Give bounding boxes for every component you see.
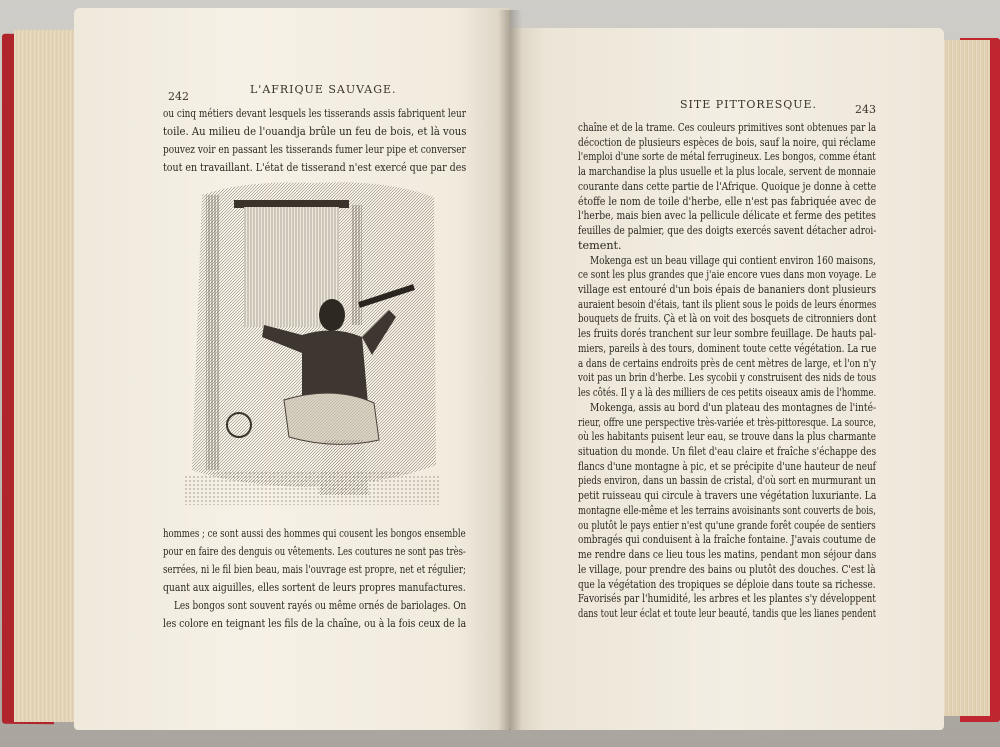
text-line: quant aux aiguilles, elles sortent de leurs propres manufactures. [163,581,466,594]
left-running-head: L'AFRIQUE SAUVAGE. [250,83,397,96]
text-line: ou cinq métiers devant lesquels les tisserands assis fabriquent leur [163,107,466,120]
text-line: les côtés. Il y a là des milliers de ces petits oiseaux amis de l'homme. [578,386,877,400]
text-line: voit pas un brin d'herbe. Les sycobii y construisent des nids de tous [578,371,877,385]
text-line: flancs d'une montagne à pic, et se précipite d'une hauteur de neuf [578,459,876,473]
right-running-head: SITE PITTORESQUE. [680,98,818,111]
text-line: auraient besoin d'étais, tant ils plient sous le poids de leurs énormes [578,297,877,311]
text-line: village est entouré d'un bois épais de bananiers dont plusieurs [578,283,876,296]
right-page-number: 243 [855,103,876,116]
text-line: rieur, offre une perspective très-variée et très-pittoresque. La source, [578,415,877,429]
text-line: tement. [578,238,622,252]
text-line: Les bongos sont souvent rayés ou même ornés de bariolages. On [174,599,467,612]
page-edges-left [14,30,78,722]
text-line: la marchandise la plus usuelle et la plus locale, servent de monnaie [578,165,876,179]
text-line: ou plutôt le pays entier n'est qu'une grande forêt coupée de sentiers [578,518,876,532]
text-line: décoction de plusieurs espèces de bois, sauf la noire, qui réclame [578,135,876,149]
text-line: me rendre dans ce lieu tous les matins, pendant mon séjour dans [578,548,877,562]
text-line: montagne elle-même et les terrains avoisinants sont couverts de bois, [578,503,876,517]
text-line: le village, pour prendre des bains ou plutôt des douches. C'est là [578,562,876,576]
text-line: Mokenga, assis au bord d'un plateau des montagnes de l'inté- [590,400,877,414]
text-line: courante dans cette partie de l'Afrique. Quoique je donne à cette [578,179,877,193]
text-line: l'herbe, mais bien avec la pellicule délicate et ferme des petites [578,209,876,223]
text-line: les fruits dorés tranchent sur leur sombre feuillage. De hauts pal- [578,327,877,341]
text-line: tout en travaillant. L'état de tisserand n'est exercé que par des [163,161,467,174]
text-line: que la végétation des tropiques se déploie dans toute sa richesse. [578,577,876,591]
text-line: ce sont les plus grandes que j'aie encore vues dans mon voyage. Le [578,268,877,282]
weaver-illustration [184,175,440,505]
text-line: pieds environ, dans un bassin de cristal, d'où sort en murmurant un [578,474,876,488]
text-line: Mokenga est un beau village qui contient environ 160 maisons, [590,253,876,267]
text-line: situation du monde. Un filet d'eau claire et fraîche s'échappe des [578,445,877,458]
text-line: ombragés qui conduisent à la fraîche fontaine. J'avais coutume de [578,533,876,547]
text-line: où les habitants puisent leur eau, se trouve dans la plus charmante [578,430,876,444]
text-line: miers, pareils à des tours, dominent toute cette végétation. La rue [578,341,877,355]
left-page-number: 242 [168,90,189,103]
text-line: l'emploi d'une sorte de métal ferrugineux. Les bongos, comme étant [578,150,876,164]
text-line: hommes ; ce sont aussi des hommes qui cousent les bongos ensemble [163,527,466,540]
page-edges-right [940,40,990,716]
text-line: pour en faire des denguis ou vêtements. Les coutures ne sont pas très- [163,545,466,558]
text-line: toile. Au milieu de l'ouandja brûle un feu de bois, et là vous [163,125,467,138]
book-gutter [498,10,522,730]
text-line: bouquets de fruits. Çà et là on voit des bosquets de citronniers dont [578,312,877,326]
text-line: feuilles de palmier, que des doigts exercés savent détacher adroi- [578,224,877,238]
text-line: pouvez voir en passant les tisserands fumer leur pipe et converser [163,143,466,156]
text-line: petit ruisseau qui circule à travers une végétation luxuriante. La [578,489,877,503]
text-line: a dans de certains endroits près de cent mètres de large, et l'on n'y [578,356,876,370]
text-line: chaîne et de la trame. Ces couleurs primitives sont obtenues par la [578,121,877,134]
text-line: étoffe le nom de toile d'herbe, elle n'est pas fabriquée avec de [578,194,877,208]
text-line: Favorisés par l'humidité, les arbres et les plantes s'y développent [578,592,876,606]
text-line: serrées, ni le fil bien beau, mais l'ouvrage est propre, net et régulier; [163,563,466,576]
text-line: dans tout leur éclat et toute leur beauté, tandis que les lianes pendent [578,607,877,620]
text-line: les colore en teignant les fils de la chaîne, ou à la fois ceux de la [163,617,467,630]
